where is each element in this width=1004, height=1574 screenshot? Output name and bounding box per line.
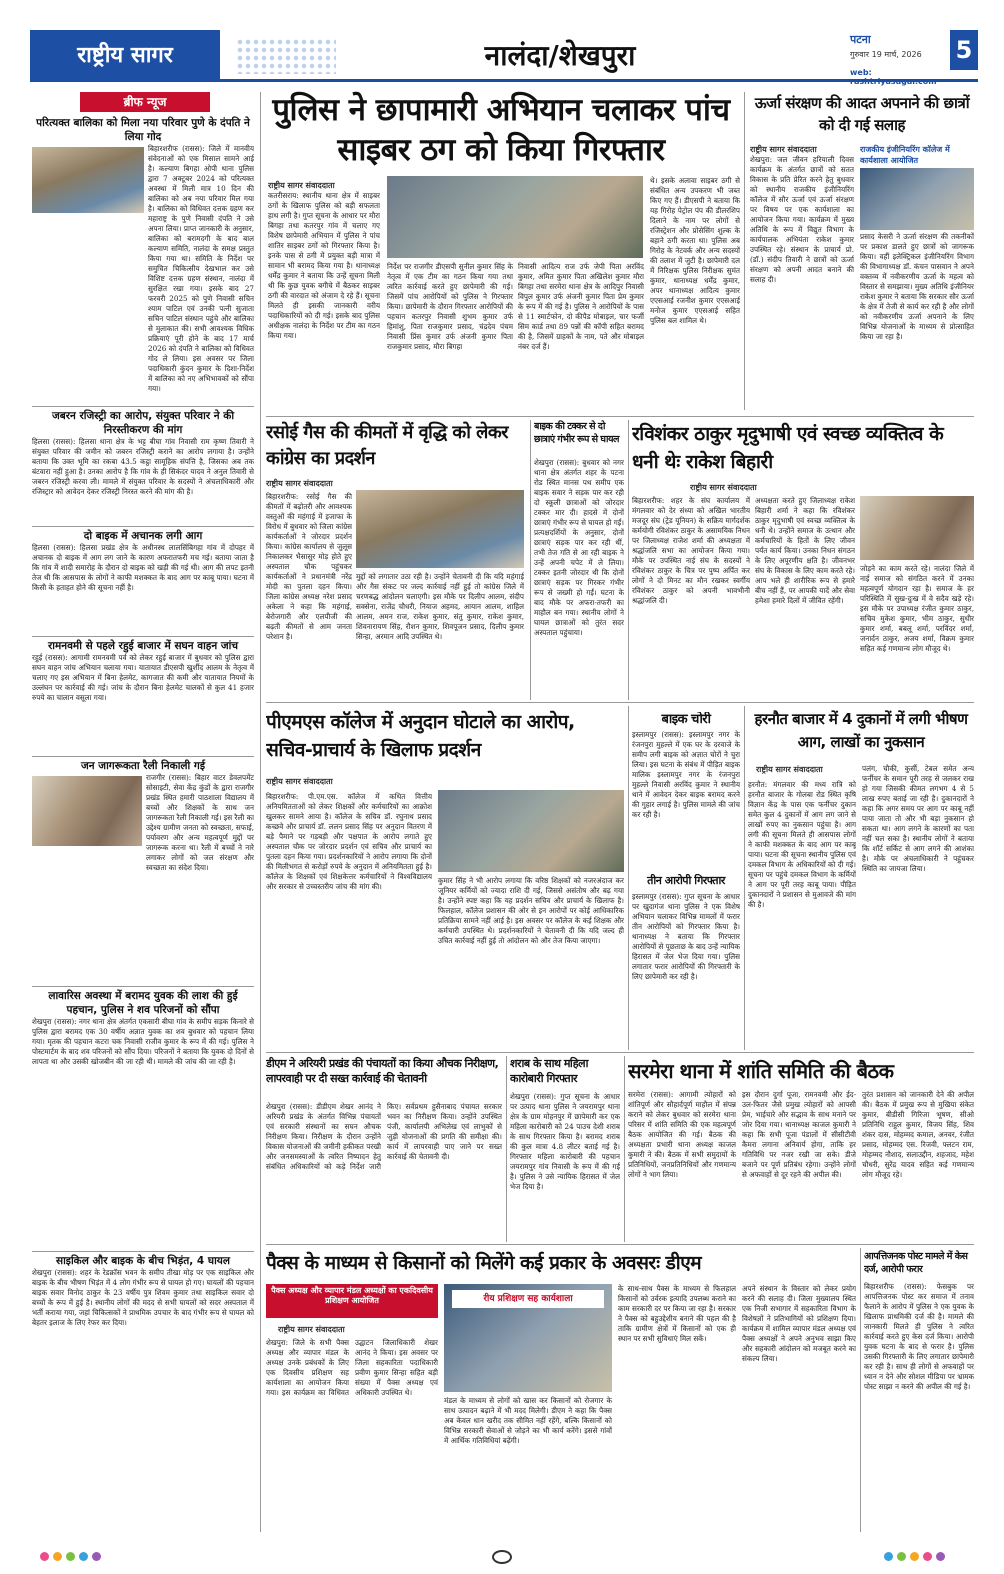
gas-col-1 [266,492,352,698]
date: गुरुवार 19 मार्च, 2026 [850,50,922,59]
brief-item [32,1251,254,1521]
masthead [30,30,978,86]
bike-col [534,458,624,698]
harnaut-col-2 [862,764,974,1048]
teen-headline: तीन आरोपी गिरफ्तार [647,874,725,887]
byline: राष्ट्रीय सागर संवाददाता [268,181,335,190]
brief-body: हिलसा (रासस): हिलसा थाना क्षेत्र के भट्ट बीघा गांव निवासी राम कृष्ण तिवारी ने संयुक्त परिवार की जमीन को जबरन रजिस्ट्री कराने का आरोप लगाया है। उन्होंने बताया कि उक्त भूमि का रकबा 43.5 कट्ठा सामूहिक संपत्ति है, जिसका अब तक बंटवारा नहीं हुआ है। उनका आरोप है कि गांव के ही सिकंदर यादव ने अनुल तिवारी से जबरन रजिस्ट्री करवा ली। मामले में संयुक्त परिवार के सदस्यों ने अंचलाधिकारी और रजिस्ट्रार को आवेदन देकर रजिस्ट्री निरस्त करने की मांग की है। [32,437,254,496]
lead-body: कतरीसराय: स्थानीय थाना क्षेत्र में साइबर ठगों के खिलाफ पुलिस को बड़ी सफलता हाथ लगी है। गुप्त सूचना के आधार पर मौरा बिगहा तथा कतरपुर गांव में चलाए गए विशेष छापेमारी अभियान में पुलिस ने पांच शातिर साइबर ठगों को गिरफ्तार किया है। इनके पास से ठगी में प्रयुक्त बड़ी मात्रा में सामान भी बरामद किया गया है। थानाध्यक्ष धर्मेंद्र कुमार ने बताया कि उन्हें सूचना मिली थी कि कुछ युवक बगीचे में बैठकर साइबर ठगी की वारदात को अंजाम दे रहे हैं। सूचना मिलते ही इसकी जानकारी वरीय पदाधिकारियों को दी गई। इसके बाद पुलिस अधीक्षक नालंदा के निर्देश पर टीम का गठन किया गया। [268,191,380,340]
ravi-col-1 [632,496,750,698]
pmas-body: कुमार सिंह ने भी आरोप लगाया कि वरिष्ठ शिक्षकों को नजरअंदाज कर जूनियर कर्मियों को ज्यादा राशि दी गई, जिससे असंतोष और बढ़ गया है। उन्होंने स्पष्ट कहा कि यह प्रदर्शन सचिव और प्राचार्य के खिलाफ है। फिलहाल, कॉलेज प्रशासन की ओर से इन आरोपों पर कोई आधिकारिक प्रतिक्रिया सामने नहीं आई है। इस अवसर पर कॉलेज के कई शिक्षक और कर्मचारी उपस्थित थे। प्रदर्शनकारियों ने चेतावनी दी कि यदि जल्द ही उचित कार्रवाई नहीं हुई तो आंदोलन को और तेज किया जाएगा। [438,876,624,945]
lead-headline: पुलिस ने छापामारी अभियान चलाकर पांच साइबर ठग को किया गिरफ्तार [272,92,730,168]
gas-body: बिहारशरीफ: रसोई गैस की कीमतों में बढ़ोतरी और आवश्यक वस्तुओं की महंगाई में इजाफा के विरोध में बुधवार को जिला कांग्रेस कार्यकर्ताओं ने जोरदार प्रदर्शन किया। कांग्रेस कार्यालय से जुलूस निकालकर भैसासुर मोड़ होते हुए अस्पताल चौक पहुंचकर कार्यकर्ताओं ने प्रधानमंत्री नरेंद्र मोदी का पुतला दहन किया। जिला कांग्रेस अध्यक्ष नरेश प्रसाद अकेला ने कहा कि महंगाई, बेरोजगारी और एलपीजी की बढ़ती कीमतों से आम जनता परेशान है। [266,492,352,641]
gas-body: मुद्दों को लगातार उठा रही है। उन्होंने चेतावनी दी कि यदि महंगाई और गैस संकट पर जल्द कार्रवाई नहीं हुई तो कांग्रेस जिले में चरणबद्ध आंदोलन चलाएगी। इस मौके पर दिलीप आलम, संदीप सक्सेना, राजेंद्र चौधरी, नियाज अहमद, आयान आलम, शाहिल आलम, अमन राज, राकेश कुमार, संतु कुमार, राकेश कुमार, शिवनारायण सिंह, रौशन कुमार, शिवपूजन प्रसाद, दिलीप कुमार सिन्हा, अरमान आदि उपस्थित थे। [356,572,524,641]
byline: राष्ट्रीय सागर संवाददाता [266,777,333,786]
brief-headline: जबरन रजिस्ट्री का आरोप, संयुक्त परिवार ने की निरस्तीकरण की मांग [51,410,235,436]
harnaut-body: पलंग, चौकी, कुर्सी, टेबल समेत अन्य फर्नीचर के समान पूरी तरह से जलकर राख हो गया जिसकी कीमत लगभग 4 से 5 लाख रुपए बताई जा रही है। दुकानदारों ने कहा कि अगर समय पर आग पर काबू नहीं पाया जाता तो और भी बड़ा नुकसान हो सकता था। आग लगने के कारणों का पता नहीं चल सका है। स्थानीय लोगों ने बताया कि शॉर्ट सर्किट से आग लगने की आशंका है। मौके पर अंचलाधिकारी ने पहुंचकर स्थिति का जायजा लिया। [862,764,974,873]
brief-item [32,526,254,636]
ravi-body: अध्यक्षता करते हुए जिलाध्यक्ष राकेश बिहारी शर्मा ने कहा कि रविशंकर ठाकुर मृदुभाषी एवं स्वच्छ व्यक्तित्व के धनी थे। उन्होंने समाज के उत्थान और कर्मचारियों के हितों के लिए जीवन पर्यंत कार्य किया। उनका निधन संगठन के लिए अपूरणीय क्षति है। जीवनभर संघ के विकास के लिए काम करते रहे। आप भले ही शारीरिक रूप से हमारे बीच नहीं हैं, पर आपकी यादें और सेवा हमेशा हमारे दिलों में जीवित रहेंगी। [755,496,855,605]
bike-headline: बाइक की टक्कर से दो छात्राएं गंभीर रूप से घायल [534,421,619,445]
gas-headline: रसोई गैस की कीमतों में वृद्धि को लेकर कांग्रेस का प्रदर्शन [266,422,509,469]
brief-body: शेखपुरा (रासस): शहर के रेडक्रॉस भवन के समीप तीखा मोड़ पर एक साइकिल और बाइक के बीच भीषण भिड़ंत में 4 लोग गंभीर रूप से घायल हो गए। घायलों की पहचान बाइक सवार विनोद ठाकुर के 23 वर्षीय पुत्र शिवम कुमार तथा साइकिल सवार दो बच्चों के रूप में हुई है। स्थानीय लोगों की मदद से सभी घायलों को सदर अस्पताल में भर्ती कराया गया, जहां चिकित्सकों ने प्राथमिक उपचार के बाद गंभीर रूप से घायल को बेहतर इलाज के लिए रेफर कर दिया। [32,1268,254,1327]
energy-col-2 [860,144,974,412]
brief-item [32,756,254,986]
brief-headline: साइकिल और बाइक के बीच भिड़ंत, 4 घायल [55,1255,230,1267]
energy-headline: ऊर्जा संरक्षण की आदत अपनाने की छात्रों को दी गई सलाह [754,94,970,134]
sharab-headline: शराब के साथ महिला कारोबारी गिरफ्तार [510,1057,588,1085]
energy-body: शेखपुरा: जल जीवन हरियाली दिवस कार्यक्रम के अंतर्गत छात्रों को सतत विकास के प्रति प्रेरित करने हेतु बुधवार को स्थानीय राजकीय इंजीनियरिंग कॉलेज में सौर ऊर्जा एवं ऊर्जा संरक्षण पर विषय पर एक कार्यशाला का आयोजन किया गया। कार्यक्रम में मुख्य अतिथि के रूप में विद्युत विभाग के कार्यपालक अभियंता राकेश कुमार उपस्थित रहे। संस्थान के प्राचार्य प्रो. (डॉ.) संदीप तिवारी ने छात्रों को ऊर्जा संरक्षण को अपनी आदत बनाने की सलाह दी। [750,155,854,284]
chori-body: इस्लामपुर (रासस): इस्लामपुर नगर के रंजनपुरा मुहल्ले में एक घर के दरवाजे के समीप लगी बाइक को अज्ञात चोरों ने चुरा लिया। इस घटना के संबंध में पीड़ित बाइक मालिक इस्लामपुर नगर के रंजनपुरा मुहल्ले निवासी अरविंद कुमार ने स्थानीय थाने में आवेदन देकर बाइक बरामद करने की गुहार लगाई है। पुलिस मामले की जांच कर रही है। [632,730,740,819]
ravi-headline: रविशंकर ठाकुर मृदुभाषी एवं स्वच्छ व्यक्तित्व के धनी थेः राकेश बिहारी [632,423,944,473]
pacs-body: अपने संस्थान के विस्तार को लेकर प्रयोग करने की सलाह दी। जिला मुख्यालय स्थित एक निजी सभागार में सहकारिता विभाग के विशेषज्ञों ने प्रतिभागियों को प्रशिक्षण दिया। कार्यक्रम में शामिल व्यापार मंडल अध्यक्ष एवं पैक्स अध्यक्षों ने अपने अनुभव साझा किए और सहकारी आंदोलन को मजबूत करने का संकल्प लिया। [742,1284,856,1363]
pacs-tag: पैक्स अध्यक्ष और व्यापार मंडल अध्यक्षों का एकदिवसीय प्रशिक्षण आयोजित [266,1284,438,1318]
photo-workshop [860,168,974,230]
page-number: 5 [950,30,978,70]
sarmera-col-1 [628,1090,736,1240]
lead-col-1 [268,180,380,414]
brief-headline: परित्यक्त बालिका को मिला नया परिवार पुणे के दंपति ने लिया गोद [36,117,250,143]
photo-family [32,147,144,213]
lead-col-3 [518,262,644,414]
ravi-col-3 [860,564,974,698]
column-divider [260,92,261,1532]
brand-logo: राष्ट्रीय सागर [30,30,220,82]
photo-police-arrest [387,176,643,258]
footer-dots-right [884,1552,949,1562]
photo-training [444,1284,612,1392]
ravi-body: जोड़ने का काम करते रहे। नालंदा जिले में नाई समाज को संगठित करने में उनका महत्वपूर्ण योगदान रहा है। समाज के हर परिस्थिति में सुख-दुःख में वे सदैव खड़े रहे। इस मौके पर उपाध्यक्ष रंजीत कुमार ठाकुर, सचिव मुकेश कुमार, भीम ठाकुर, सुधीर कुमार शर्मा, बबलू शर्मा, परविंदर शर्मा, जनार्दन ठाकुर, अजय शर्मा, विक्रम कुमार सहित कई गणमान्य लोग मौजूद थे। [860,564,974,653]
dm-headline: डीएम ने अरियरी प्रखंड की पंचायतों का किया औचक निरीक्षण, लापरवाही पर दी सख्त कार्रवाई की चेतावनी [266,1057,499,1085]
brief-headline: लावारिस अवस्था में बरामद युवक की लाश की हुई पहचान, पुलिस ने शव परिजनों को सौंपा [48,990,238,1016]
byline: राष्ट्रीय सागर संवाददाता [690,483,757,492]
pacs-col-4 [742,1284,856,1530]
photo-rally [32,776,142,846]
sharab-body: शेखपुरा (रासस): गुप्त सूचना के आधार पर उत्पाद थाना पुलिस ने जयरामपुर थाना क्षेत्र के ग्राम मोहनपुर में छापेमारी कर एक महिला कारोबारी को 24 पाउच देशी शराब के साथ गिरफ्तार किया है। बरामद शराब की कुल मात्रा 4.8 लीटर बताई गई है। गिरफ्तार महिला कारोबारी की पहचान जयरामपुर गांव निवासी के रूप में की गई है। पुलिस ने उसे न्यायिक हिरासत में जेल भेज दिया है। [510,1092,620,1191]
post-col [864,1282,974,1530]
dateline [850,32,944,86]
column-divider [506,1056,507,1242]
lead-body: निवासी आदित्य राज उर्फ जेपी पिता अरविंद कुमार, अमित कुमार पिता अखिलेश कुमार मौरा बिगहा तथा सरमेरा थाना क्षेत्र के आदिपुर निवासी विपुल कुमार उर्फ अंजनी कुमार पिता प्रेम कुमार के रूप में की गई है। पुलिस ने आरोपियों के पास से 11 स्मार्टफोन, दो कीपैड मोबाइल, चार फर्जी सिम कार्ड तथा 89 पन्नों की कॉपी सहित बरामद की है, जिसमें ग्राहकों के नाम, पते और मोबाइल नंबर दर्ज हैं। [518,262,644,351]
pacs-headline: पैक्स के माध्यम से किसानों को मिलेंगे कई प्रकार के अवसरः डीएम [266,1252,702,1274]
row-divider [266,416,974,417]
row-divider [266,1244,974,1245]
sarmera-col-2 [742,1090,856,1240]
chori-headline: बाइक चोरी [661,712,711,727]
column-divider [628,706,629,1050]
sarmera-headline: सरमेरा थाना में शांति समिति की बैठक [628,1059,894,1083]
photo-protest [356,490,524,568]
ravi-body: बिहारशरीफ: शहर के संघ कार्यालय में मंगलवार को देर संध्या को अखिल भारतीय मजदूर संघ (ट्रेड यूनियन) के सक्रिय मार्गदर्शक कर्मयोगी रविशंकर ठाकुर के असामयिक निधन पर जिलाध्यक्ष राजेश शर्मा की अध्यक्षता में श्रद्धांजलि सभा का आयोजन किया गया। मौके पर उपस्थित नाई संघ के सदस्यों ने रविशंकर ठाकुर के चित्र पर पुष्प अर्पित कर लोगों ने दो मिनट का मौन रखकर स्वर्गीय रविशंकर ठाकुर को अपनी भावभीनी श्रद्धांजलि दी। [632,496,750,605]
sarmera-body: इस दौरान दुर्गा पूजा, रामनवमी और ईद-उल-फितर जैसे प्रमुख त्योहारों को आपसी प्रेम, भाईचारे और सद्भाव के साथ मनाने पर जोर दिया गया। थानाध्यक्ष काजल कुमारी ने कहा कि सभी पूजा पंडालों में सीसीटीवी कैमरा लगाना अनिवार्य होगा, ताकि हर गतिविधि पर नजर रखी जा सके। डीजे बजाने पर पूर्ण प्रतिबंध रहेगा। उन्होंने लोगों से अफवाहों से दूर रहने की अपील की। [742,1090,856,1179]
pmas-headline: पीएमएस कॉलेज में अनुदान घोटाले का आरोप, सचिव-प्राचार्य के खिलाफ प्रदर्शन [266,711,575,761]
byline: राष्ट्रीय सागर संवाददाता [756,765,823,774]
pacs-body: शेखपुरा: जिले के सभी पैक्स अध्यक्ष और व्यापार मंडल के अध्यक्ष उनके प्रबंधकों के लिए एक दिवसीय प्रशिक्षण सह कार्यशाला का आयोजन किया गया। इस कार्यक्रम का विधिवत उद्घाटन जिलाधिकारी शेखर आनंद ने किया। इस अवसर पर जिला सहकारिता पदाधिकारी प्रवीण कुमार सिन्हा सहित बड़ी संख्या में पैक्स अध्यक्ष एवं अधिकारी उपस्थित थे। [266,1338,438,1397]
teen-body: इस्लामपुर (रासस): गुप्त सूचना के आधार पर खुदागंज थाना पुलिस ने एक विशेष अभियान चलाकर विभिन्न मामलों में फरार तीन आरोपियों को गिरफ्तार किया है। थानाध्यक्ष ने बताया कि गिरफ्तार आरोपियों से पूछताछ के बाद उन्हें न्यायिक हिरासत में जेल भेज दिया गया। पुलिस लगातार फरार आरोपियों की गिरफ्तारी के लिए छापेमारी कर रही है। [632,892,740,981]
pacs-body: मंडल के माध्यम से लोगों को खास कर किसानों को रोजगार के साथ उत्पादन बढ़ाने में भी मदद मिलेगी। डीएम ने कहा कि पैक्स अब केवल धान खरीद तक सीमित नहीं रहेंगे, बल्कि किसानों को विभिन्न सरकारी सेवाओं से जोड़ने का भी कार्य करेंगे। इससे गांवों में आर्थिक गतिविधियां बढ़ेंगी। [444,1396,612,1445]
photo-tribute [860,496,974,560]
lead-body: निर्देश पर राजगीर डीएसपी सुनील कुमार सिंह के नेतृत्व में एक टीम का गठन किया गया तथा त्वरित कार्रवाई करते हुए छापेमारी की गई। जिसमें पांच आरोपियों को पुलिस ने गिरफ्तार किया। छापेमारी के दौरान गिरफ्तार आरोपियों की पहचान कतरपुर निवासी शुभम कुमार उर्फ हिमांशु, पिता राजकुमार प्रसाद, चंद्रदेव पंचम निवासी प्रिंस कुमार उर्फ अंजनी कुमार पिता राजकुमार प्रसाद, मौरा बिगहा [387,262,513,351]
energy-body: प्रसाद केसरी ने ऊर्जा संरक्षण की तकनीकों पर प्रकाश डालते हुए छात्रों को जागरूक किया। वहीं इलेक्ट्रिकल इंजीनियरिंग विभाग की विभागाध्यक्ष डॉ. कंचन पासवान ने अपने वक्तव्य में नवीकरणीय ऊर्जा के महत्व को विस्तार से समझाया। मुख्य अतिथि इंजीनियर राकेश कुमार ने बताया कि सरकार सौर ऊर्जा के क्षेत्र में तेजी से कार्य कर रही है और लोगों को नवीकरणीय ऊर्जा अपनाने के लिए विभिन्न योजनाओं के माध्यम से प्रोत्साहित किया जा रहा है। [860,232,974,341]
section-title: नालंदा/शेखपुरा [484,39,636,72]
bike-body: शेखपुरा (रासस): बुधवार को नगर थाना क्षेत्र अंतर्गत शहर के पटना रोड स्थित मानस पथ समीप एक बाइक सवार ने सड़क पार कर रही दो स्कूली छात्राओं को जोरदार टक्कर मार दी। हादसे में दोनों छात्राएं गंभीर रूप से घायल हो गईं। प्रत्यक्षदर्शियों के अनुसार, दोनों छात्राएं सड़क पार कर रही थीं, तभी तेज गति से आ रही बाइक ने उन्हें अपनी चपेट में ले लिया। टक्कर इतनी जोरदार थी कि दोनों छात्राएं सड़क पर गिरकर गंभीर रूप से जख्मी हो गईं। घटना के बाद मौके पर अफरा-तफरी का माहौल बन गया। स्थानीय लोगों ने घायल छात्राओं को तुरंत सदर अस्पताल पहुंचाया। [534,458,624,637]
brief-item [32,406,254,526]
post-headline: आपत्तिजनक पोस्ट मामले में केस दर्ज, आरोपी फरार [864,1251,968,1275]
harnaut-body: हरनौत: मंगलवार की मध्य रात्रि को हरनौत बाजार के गोलबा रोड स्थित कृषि विज्ञान केंद्र के पास एक फर्नीचर दुकान समेत कुल 4 दुकानों में आग लग जाने से लाखों रुपए का नुकसान पहुंचा है। आग लगी की सूचना मिलते ही आसपास लोगों ने काफी मशक्कत के बाद आग पर काबू पाया। घटना की सूचना स्थानीय पुलिस एवं दमकल विभाग के अधिकारियों को दी गई। सूचना पर पहुंचे दमकल विभाग के कर्मियों ने आग पर पूरी तरह काबू पाया। पीड़ित दुकानदारों ने प्रशासन से मुआवजे की मांग की है। [748,780,856,909]
column-divider [744,92,745,410]
row-divider [266,702,974,703]
byline: राष्ट्रीय सागर संवाददाता [266,479,333,488]
gas-col-2 [356,572,524,698]
training-banner: रीय प्रशिक्षण सह कार्यशाला [452,1290,604,1308]
registration-mark-icon [492,1550,512,1564]
city: पटना [850,33,871,46]
teen-col [632,892,740,1048]
chori-col [632,730,740,870]
sharab-col [510,1092,620,1240]
brief-headline: दो बाइक में अचानक लगी आग [83,530,203,542]
footer-dots-left [40,1552,105,1562]
dm-col [266,1102,502,1240]
brief-body: राजगीर (रासस): बिहार वाटर डेवलपमेंट सोसाइटी, सेवा केंद्र कुंडों के द्वारा राजगीर प्रखंड स्थित हमारी पाठशाला विद्यालय में बच्चों और शिक्षकों के साथ जन जागरूकता रैली निकाली गई। इस रैली का उद्देश्य ग्रामीण जनता को स्वच्छता, सफाई, पर्यावरण और अन्य महत्वपूर्ण मुद्दों पर जागरूक करना था। रैली में बच्चों ने नारे लगाकर लोगों को जल संरक्षण और स्वच्छता का संदेश दिया। [146,773,254,872]
ravi-col-2 [755,496,855,698]
brief-body: रहुई (रासस): आगामी रामनवमी पर्व को लेकर रहुई बाजार में बुधवार को पुलिस द्वारा सघन वाहन जांच अभियान चलाया गया। यातायात डीएसपी खुर्शीद आलम के नेतृत्व में चलाए गए इस अभियान में बिना हेलमेट, कागजात की कमी और यातायात नियमों के उल्लंघन पर कार्रवाई की गई। जांच के दौरान बिना हेलमेट चालकों से कुल 41 हजार रुपये का चालान वसूला गया। [32,653,254,702]
lead-col-4 [650,176,740,414]
pacs-col-1 [266,1338,438,1530]
column-divider [860,1248,861,1532]
harnaut-col-1 [748,780,856,1048]
column-divider [530,420,531,700]
sarmera-body: तुरंत प्रशासन को जानकारी देने की अपील की। बैठक में प्रमुख रूप से मुखिया संकेत कुमार, बीडीसी गिरिजा भूषण, सीओ प्रतिनिधि राहुल कुमार, विजय सिंह, शिव शंकर दास, मोहम्मद कमाल, अनवर, रंजीत प्रसाद, मोहम्मद एस. रिजवी, फ्लटन राम, मोहम्मद नौशाद, सलाउद्दीन, शहजाद, महेश चौधरी, सुरेंद्र यादव सहित कई गणमान्य लोग मौजूद रहे। [862,1090,974,1179]
pacs-col-3 [618,1284,736,1530]
brief-news-tag: ब्रीफ न्यूज [80,92,210,112]
energy-col-1 [750,144,854,412]
lead-col-2 [387,262,513,414]
energy-subhead: राजकीय इंजीनियरिंग कॉलेज में कार्यशाला आयोजित [860,145,950,165]
brief-headline: रामनवमी से पहले रहुई बाजार में सघन वाहन जांच [47,640,239,652]
row-divider [266,1052,974,1053]
lead-body: थे। इसके अलावा साइबर ठगी से संबंधित अन्य उपकरण भी जब्त किए गए हैं। डीएसपी ने बताया कि यह गिरोह पेट्रोल पंप की डीलरशिप दिलाने के नाम पर लोगों से रजिस्ट्रेशन और प्रोसेसिंग शुल्क के बहाने ठगी करता था। पुलिस अब गिरोह के नेटवर्क और अन्य सदस्यों की तलाश में जुटी है। छापेमारी दल में निरिक्षक पुलिस निरीक्षक सुमंत कुमार, थानाध्यक्ष धर्मेंद्र कुमार, अपर थानाध्यक्ष आदित्य कुमार एएसआई रजनीश कुमार एएसआई मनोज कुमार एएसआई सहित पुलिस बल शामिल थे। [650,176,740,325]
brief-item [32,986,254,1251]
brief-item [32,636,254,756]
sarmera-col-3 [862,1090,974,1240]
byline: राष्ट्रीय सागर संवाददाता [750,145,817,154]
column-divider [744,706,745,1050]
brief-column [32,116,254,1528]
website[interactable]: web: rashtriyasagar.com [850,68,937,86]
post-body: बिहारशरीफ (रासस): फेसबुक पर आपत्तिजनक पोस्ट कर समाज में तनाव फैलाने के आरोप में पुलिस ने एक युवक के खिलाफ प्राथमिकी दर्ज की है। मामले की जानकारी मिलते ही पुलिस ने त्वरित कार्रवाई करते हुए केस दर्ज किया। आरोपी युवक घटना के बाद से फरार है। पुलिस उसकी गिरफ्तारी के लिए लगातार छापेमारी कर रही है। साथ ही लोगों से अफवाहों पर ध्यान न देने और सोशल मीडिया पर भ्रामक पोस्ट साझा न करने की अपील की गई है। [864,1282,974,1391]
dm-body: शेखपुरा (रासस): डीडीएम शेखर आनंद ने अरियरी प्रखंड के अंतर्गत विभिन्न पंचायतों एवं सरकारी संस्थानों का सघन औचक निरीक्षण किया। निरीक्षण के दौरान उन्होंने विकास योजनाओं की जमीनी हकीकत परखी और जनसमस्याओं के त्वरित निष्पादन हेतु संबंधित अधिकारियों को कड़े निर्देश जारी किए। सर्वप्रथम हुसैनाबाद पंचायत सरकार भवन का निरीक्षण किया। उन्होंने उपस्थित पंजी, कार्यालयी अभिलेख एवं लाभुकों से जुड़ी योजनाओं की प्रगति की समीक्षा की। कार्य में लापरवाही पाए जाने पर सख्त कार्रवाई की चेतावनी दी। [266,1102,502,1171]
pmas-col-1 [266,792,432,1048]
column-divider [628,420,629,700]
pmas-body: बिहारशरीफ: पी.एम.एस. कॉलेज में कथित वित्तीय अनियमितताओं को लेकर शिक्षकों और कर्मचारियों का आक्रोश खुलकर सामने आया है। कॉलेज के सचिव डॉ. रघुनाथ प्रसाद कच्छवे और प्राचार्य डॉ. ललन प्रसाद सिंह पर अनुदान वितरण में बड़े पैमाने पर गड़बड़ी और पक्षपात के आरोप लगाते हुए अस्पताल चौक पर जोरदार प्रदर्शन एवं सचिव और प्राचार्य का पुतला दहन किया गया। प्रदर्शनकारियों ने आरोप लगाया कि दोनों की मिलीभगत से करोड़ों रुपये के अनुदान में अनियमितता हुई है। कॉलेज के शिक्षकों एवं शिक्षकेत्तर कर्मचारियों ने विश्वविद्यालय और सरकार से उच्चस्तरीय जांच की मांग की। [266,792,432,891]
sarmera-body: सरमेरा (रासस): आगामी त्योहारों को शांतिपूर्ण और सौहार्दपूर्ण माहौल में संपन्न कराने को लेकर बुधवार को सरमेरा थाना परिसर में शांति समिति की एक महत्वपूर्ण बैठक आयोजित की गई। बैठक की अध्यक्षता प्रभारी थाना अध्यक्ष काजल कुमारी ने की। बैठक में सभी समुदायों के प्रतिनिधियों, जनप्रतिनिधियों और गणमान्य लोगों ने भाग लिया। [628,1090,736,1179]
brief-body: शेखपुरा (रासस): नगर थाना क्षेत्र अंतर्गत एकसारी बीघा गांव के समीप सड़क किनारे से पुलिस द्वारा बरामद एक 30 वर्षीय अज्ञात युवक का शव बुधवार को पहचान लिया गया। मृतक की पहचान कटरा चक निवासी राजीव कुमार के रूप में की गई। पुलिस ने पोस्टमार्टम के बाद शव परिजनों को सौंप दिया। परिजनों ने बताया कि युवक दो दिनों से लापता था और उसकी खोजबीन की जा रही थी। मामले की जांच की जा रही है। [32,1017,254,1066]
brief-item [32,116,254,406]
pmas-col-2 [438,876,624,1048]
column-divider [624,1056,625,1242]
brief-headline: जन जागरूकता रैली निकाली गई [81,760,205,772]
brief-body: हिलसा (रासस): हिलसा प्रखंड क्षेत्र के अधीनस्थ लालसिंबिगहा गांव में दोपहर में अचानक दो बाइक में आग लग जाने के कारण अफरातफरी मच गई। बताया जाता है कि गांव में शादी समारोह के दौरान दो बाइक को खड़ी की गई थी। आग की लपट इतनी तेज थी कि आसपास के लोगों ने काफी मशक्कत के बाद आग पर काबू पाया। घटना में किसी के हताहत होने की सूचना नहीं है। [32,543,254,592]
photo-college-protest [438,790,624,872]
brief-body: बिहारशरीफ (रासस): जिले में मानवीय संवेदनाओं को एक मिसाल सामने आई है। कल्याण बिगहा ओपी थाना पुलिस द्वारा 7 अक्टूबर 2024 को परित्यक्त अवस्था में मिली मात्र 10 दिन की बालिका को अब नया परिवार मिल गया है। बालिका को विधिवत दत्तक ग्रहण कर महाराष्ट्र के पुणे निवासी दंपति ने उसे अपना लिया। प्राप्त जानकारी के अनुसार, बालिका को बरामदगी के बाद बाल कल्याण समिति, नालंदा के समक्ष प्रस्तुत किया गया था। समिति के निर्देश पर समुचित चिकित्सीय देखभाल कर उसे विशिष्ट दत्तक ग्रहण संस्थान, नालंदा में सुरक्षित रखा गया। इसके बाद 27 फरवरी 2025 को पुणे निवासी सचिन श्याम पाटिल एवं उनकी पत्नी सुजाता सचिन पाटिल संस्थान पहुंचे और बालिका से मुलाकात की। सभी आवश्यक विधिक प्रक्रियाएं पूरी होने के बाद 17 मार्च 2026 को दंपति ने बालिका को विधिवत गोद ले लिया। इस अवसर पर जिला पदाधिकारी कुंदन कुमार के दिशा-निर्देश में बालिका को नए अभिभावकों को सौंपा गया। [148,144,254,393]
harnaut-headline: हरनौत बाजार में 4 दुकानों में लगी भीषण आग, लाखों का नुकसान [754,710,968,751]
decorative-dots [236,38,336,74]
pacs-body: के साथ-साथ पैक्स के माध्यम से फिलहाल किसानों को उर्वरक इत्यादि उपलब्ध कराने का काम सरकारी दर पर किया जा रहा है। सरकार ने पैक्स को बहुउद्देशीय बनाने की पहल की है ताकि ग्रामीण क्षेत्रों में किसानों को एक ही स्थान पर सभी सुविधाएं मिल सकें। [618,1284,736,1343]
byline: राष्ट्रीय सागर संवाददाता [278,1325,345,1334]
pacs-col-2 [444,1396,612,1530]
